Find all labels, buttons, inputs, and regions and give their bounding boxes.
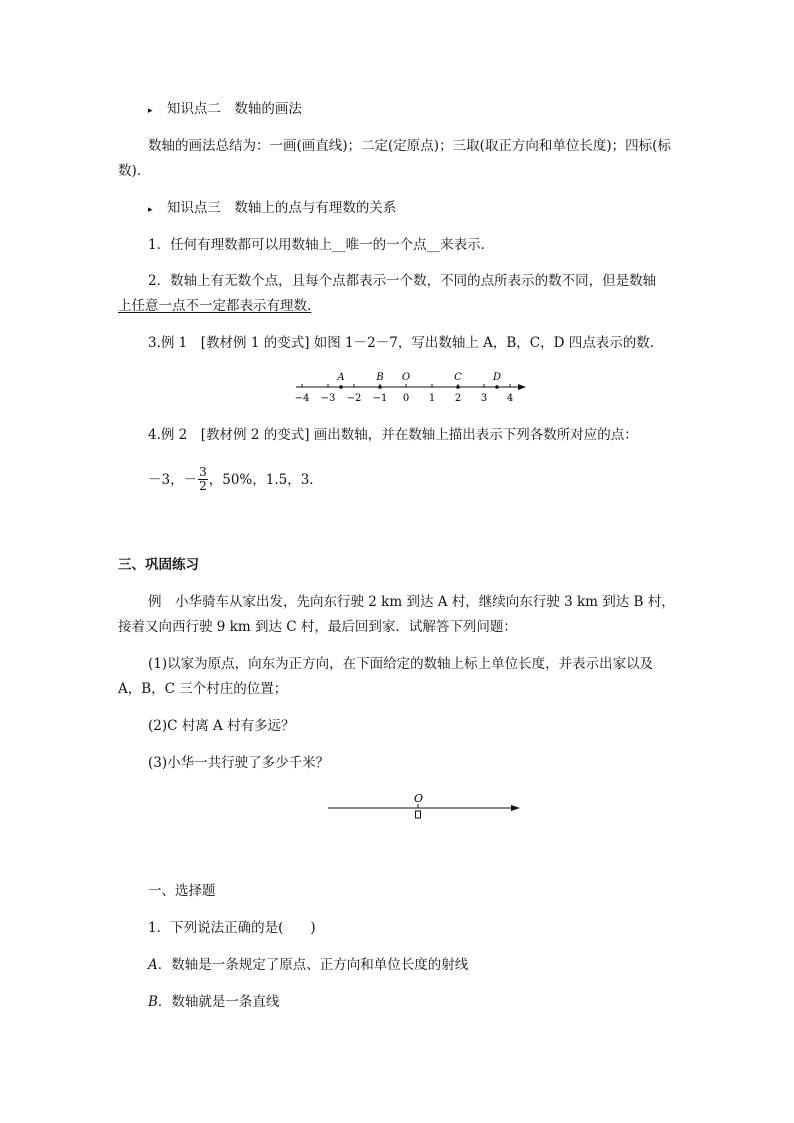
example2-text: 4.例 2 [教材例 2 的变式] 画出数轴，并在数轴上描出表示下列各数所对应的点： bbox=[148, 427, 638, 443]
kp2-body-line2: 数)． bbox=[118, 163, 151, 179]
point-o-label: O bbox=[401, 372, 411, 383]
tick-label: −1 bbox=[372, 393, 388, 404]
practice-question3: (3)小华一共行驶了多少千米？ bbox=[148, 755, 330, 771]
point-b-label: B bbox=[376, 372, 384, 383]
example2-numbers bbox=[148, 466, 314, 493]
option-b-letter: B bbox=[148, 994, 158, 1010]
arrow-icon bbox=[518, 384, 526, 390]
option-a-letter: A bbox=[148, 957, 158, 973]
fraction-three-halves bbox=[198, 466, 208, 493]
home-marker-icon bbox=[416, 811, 421, 818]
kp3-heading bbox=[148, 199, 396, 219]
practice-question2: (2)C 村离 A 村有多远？ bbox=[148, 718, 295, 734]
point-c-label: C bbox=[454, 372, 462, 383]
example1-number-line bbox=[290, 368, 530, 408]
kp3-item2-line1: 2．数轴上有无数个点，且每个点都表示一个数，不同的点所表示的数不同，但是数轴 bbox=[148, 273, 657, 289]
quiz-option-b bbox=[148, 993, 279, 1011]
point-d-dot bbox=[495, 385, 499, 389]
kp3-item1-post: 来表示． bbox=[440, 237, 495, 253]
bullet-icon: ▸ bbox=[148, 106, 153, 116]
option-a-text: ．数轴是一条规定了原点、正方向和单位长度的射线 bbox=[157, 957, 469, 973]
tick-label: 1 bbox=[428, 393, 436, 404]
example1-text: 3.例 1 [教材例 1 的变式] 如图 1－2－7，写出数轴上 A，B，C，D 四点表示的数． bbox=[148, 335, 664, 351]
kp3-item1-blank: __唯一的一个点__ bbox=[332, 237, 441, 253]
tick-label: −4 bbox=[294, 393, 310, 404]
point-a-label: A bbox=[337, 372, 345, 383]
kp3-title: 知识点三 数轴上的点与有理数的关系 bbox=[166, 200, 397, 216]
fraction-numerator: 3 bbox=[199, 465, 207, 479]
kp2-body-line1: 数轴的画法总结为：一画(画直线)；二定(定原点)；三取(取正方向和单位长度)；四标(标 bbox=[148, 138, 671, 154]
point-b-dot bbox=[378, 385, 382, 389]
practice-question1-line2: A，B，C 三个村庄的位置； bbox=[118, 681, 288, 697]
quiz-option-a bbox=[148, 956, 468, 974]
fraction-denominator: 2 bbox=[199, 479, 207, 493]
point-c-dot bbox=[456, 385, 460, 389]
kp2-heading bbox=[148, 100, 302, 120]
point-a-dot bbox=[339, 385, 343, 389]
practice-number-line bbox=[326, 790, 526, 822]
practice-problem-line1: 例 小华骑车从家出发，先向东行驶 2 km 到达 A 村，继续向东行驶 3 km 到达 B 村， bbox=[148, 594, 675, 610]
kp2-title: 知识点二 数轴的画法 bbox=[166, 101, 302, 117]
tick-label: −2 bbox=[346, 393, 362, 404]
numbers-pre: －3，－ bbox=[148, 471, 198, 488]
quiz-question1: 1．下列说法正确的是( ) bbox=[148, 920, 316, 936]
numbers-post: ，50%，1.5，3. bbox=[208, 471, 314, 488]
bullet-icon: ▸ bbox=[148, 205, 153, 215]
tick-label: 0 bbox=[402, 393, 410, 404]
origin-label: O bbox=[414, 792, 424, 805]
kp3-item1 bbox=[148, 236, 494, 254]
tick-label: −3 bbox=[320, 393, 336, 404]
quiz-heading: 一、选择题 bbox=[148, 883, 216, 899]
practice-question1-line1: (1)以家为原点，向东为正方向，在下面给定的数轴上标上单位长度，并表示出家以及 bbox=[148, 656, 654, 672]
kp3-item2-line2: 上任意一点不一定都表示有理数. bbox=[118, 298, 312, 314]
kp3-item1-pre: 1．任何有理数都可以用数轴上 bbox=[148, 237, 333, 253]
arrow-icon bbox=[511, 805, 520, 811]
option-b-text: ．数轴就是一条直线 bbox=[157, 994, 280, 1010]
practice-problem-line2: 接着又向西行驶 9 km 到达 C 村，最后回到家．试解答下列问题： bbox=[118, 619, 517, 635]
tick-label: 4 bbox=[506, 393, 514, 404]
point-d-label: D bbox=[492, 372, 502, 383]
tick-label: 2 bbox=[454, 393, 462, 404]
practice-heading: 三、巩固练习 bbox=[118, 557, 199, 573]
tick-label: 3 bbox=[480, 393, 488, 404]
